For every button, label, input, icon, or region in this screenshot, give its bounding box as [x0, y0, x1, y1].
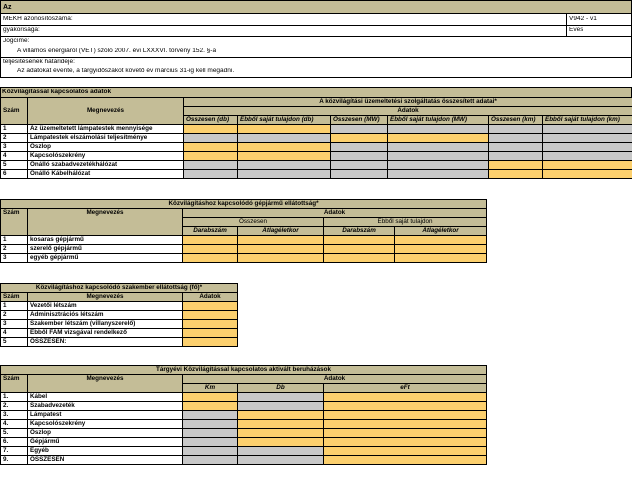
section4-megnevezes-header: Megnevezés [28, 375, 183, 384]
row-number: 1 [1, 302, 28, 311]
table-row [1, 125, 632, 134]
section1-col-header: Összesen (MW) [331, 116, 388, 125]
row-number: 6. [1, 438, 28, 447]
disabled-cell [388, 161, 489, 170]
input-cell[interactable] [543, 161, 632, 170]
input-cell[interactable] [238, 236, 324, 245]
input-cell[interactable] [238, 438, 324, 447]
section4-col-header: eFt [324, 384, 487, 393]
form-title: Az [3, 4, 12, 11]
input-cell[interactable] [324, 254, 395, 263]
input-cell[interactable] [324, 438, 487, 447]
row-label: Lámpatestek elszámolási teljesítménye [28, 134, 184, 143]
input-cell[interactable] [324, 236, 395, 245]
input-cell[interactable] [183, 338, 238, 347]
row-label: Oszlop [28, 429, 183, 438]
input-cell[interactable] [238, 152, 331, 161]
disabled-cell [183, 456, 238, 465]
disabled-cell [543, 125, 632, 134]
section2-group-total: Összesen [183, 218, 324, 227]
input-cell[interactable] [388, 134, 489, 143]
row-label: kosaras gépjármű [28, 236, 183, 245]
section1-szam-header: Szám [1, 107, 28, 116]
legal-basis-text: A villamos energiáról (VET) szóló 2007. évi LXXXVI. törvény 152. §-a [17, 48, 217, 54]
row-number: 3 [1, 254, 28, 263]
input-cell[interactable] [183, 393, 238, 402]
section1-col-header: Ebből saját tulajdon (km) [543, 116, 632, 125]
input-cell[interactable] [238, 245, 324, 254]
disabled-cell [543, 143, 632, 152]
disabled-cell [183, 429, 238, 438]
frequency-label: gyakorisága: [3, 27, 40, 33]
input-cell[interactable] [395, 245, 487, 254]
mekh-id-value: V942 - v1 [569, 16, 597, 22]
input-cell[interactable] [395, 254, 487, 263]
input-cell[interactable] [543, 170, 632, 179]
row-label: Kapcsolószekrény [28, 152, 184, 161]
section1-table [0, 97, 632, 179]
section4-col-header: Db [238, 384, 324, 393]
row-label: Önálló szabadvezetékhálózat [28, 161, 184, 170]
row-label: egyéb gépjármű [28, 254, 183, 263]
row-number: 3 [1, 143, 28, 152]
input-cell[interactable] [238, 429, 324, 438]
row-number: 2 [1, 245, 28, 254]
table-row [1, 411, 487, 420]
section1-title: Közvilágítással kapcsolatos adatok [2, 89, 112, 95]
section2-szam-header: Szám [1, 209, 28, 218]
input-cell[interactable] [395, 236, 487, 245]
table-row [1, 420, 487, 429]
table-row [1, 429, 487, 438]
deadline-label: teljesítésének határideje: [3, 59, 75, 65]
disabled-cell [183, 420, 238, 429]
table-row [1, 447, 487, 456]
section2-col-header: Átlagéletkor [238, 227, 324, 236]
input-cell[interactable] [489, 170, 543, 179]
disabled-cell [543, 152, 632, 161]
table-row [1, 161, 632, 170]
input-cell[interactable] [183, 236, 238, 245]
section3-title: Közvilágításhoz kapcsolódó szakember ellátottság (fő)* [1, 284, 238, 293]
row-label: szerelő gépjármű [28, 245, 183, 254]
deadline-text: Az adatokat évente, a tárgyidőszakot követő év március 31-ig kell megadni. [17, 68, 235, 74]
disabled-cell [331, 143, 388, 152]
section1-col-header: Összesen (db) [184, 116, 238, 125]
form-header [0, 0, 632, 78]
section3-megnevezes-header: Megnevezés [28, 293, 183, 302]
section4-table [0, 365, 487, 465]
input-cell[interactable] [238, 143, 331, 152]
row-number: 4. [1, 420, 28, 429]
section3-adatok-header: Adatok [183, 293, 238, 302]
section3-table [0, 283, 238, 347]
row-number: 5 [1, 338, 28, 347]
section2-table [0, 199, 487, 263]
row-number: 2 [1, 134, 28, 143]
row-label: ÖSSZESEN [28, 456, 183, 465]
row-number: 3. [1, 411, 28, 420]
row-number: 1 [1, 125, 28, 134]
row-label: ÖSSZESEN: [28, 338, 183, 347]
input-cell[interactable] [183, 245, 238, 254]
legal-basis-label: Jogcíme: [3, 38, 30, 44]
input-cell[interactable] [238, 420, 324, 429]
section4-title: Tárgyévi Közvilágítással kapcsolatos aktivált beruházások [1, 366, 487, 375]
disabled-cell [388, 143, 489, 152]
table-row [1, 320, 238, 329]
section1-col-header: Összesen (km) [489, 116, 543, 125]
disabled-cell [238, 393, 324, 402]
disabled-cell [238, 402, 324, 411]
disabled-cell [184, 134, 238, 143]
section4-adatok-header: Adatok [183, 375, 487, 384]
form-title-bar [1, 1, 631, 14]
disabled-cell [331, 161, 388, 170]
table-row [1, 302, 238, 311]
table-row [1, 456, 487, 465]
row-label: Egyéb [28, 447, 183, 456]
table-row [1, 245, 487, 254]
input-cell[interactable] [183, 311, 238, 320]
row-number: 2 [1, 311, 28, 320]
input-cell[interactable] [489, 161, 543, 170]
section1-col-header: Ebből saját tulajdon (db) [238, 116, 331, 125]
input-cell[interactable] [324, 402, 487, 411]
table-row [1, 311, 238, 320]
input-cell[interactable] [238, 254, 324, 263]
input-cell[interactable] [324, 429, 487, 438]
row-number: 4 [1, 329, 28, 338]
row-label: Kapcsolószekrény [28, 420, 183, 429]
row-label: Kábel [28, 393, 183, 402]
table-row [1, 134, 632, 143]
input-cell[interactable] [183, 402, 238, 411]
row-label: Adminisztrációs létszám [28, 311, 183, 320]
row-number: 2. [1, 402, 28, 411]
row-number: 4 [1, 152, 28, 161]
row-label: Szakember létszám (villanyszerelő) [28, 320, 183, 329]
section2-adatok-header: Adatok [183, 209, 487, 218]
disabled-cell [183, 438, 238, 447]
input-cell[interactable] [324, 393, 487, 402]
row-label: Gépjármű [28, 438, 183, 447]
row-label: Lámpatest [28, 411, 183, 420]
row-number: 1. [1, 393, 28, 402]
section1-adatok-header: Adatok [184, 107, 632, 116]
disabled-cell [543, 134, 632, 143]
input-cell[interactable] [324, 245, 395, 254]
row-label: Önálló Kábelhálózat [28, 170, 184, 179]
input-cell[interactable] [331, 134, 388, 143]
disabled-cell [489, 125, 543, 134]
input-cell[interactable] [184, 152, 238, 161]
disabled-cell [238, 447, 324, 456]
disabled-cell [388, 152, 489, 161]
row-label: Oszlop [28, 143, 184, 152]
row-number: 5 [1, 161, 28, 170]
disabled-cell [489, 143, 543, 152]
table-row [1, 393, 487, 402]
input-cell[interactable] [324, 411, 487, 420]
table-row [1, 329, 238, 338]
disabled-cell [388, 170, 489, 179]
section1-subtitle: A közvilágítási üzemeltetési szolgáltatás összesített adatai* [184, 98, 632, 107]
input-cell[interactable] [238, 125, 331, 134]
table-row [1, 236, 487, 245]
disabled-cell [184, 161, 238, 170]
disabled-cell [238, 170, 331, 179]
table-row [1, 402, 487, 411]
disabled-cell [238, 134, 331, 143]
disabled-cell [184, 170, 238, 179]
section2-group-own: Ebből saját tulajdon [324, 218, 487, 227]
input-cell[interactable] [183, 302, 238, 311]
table-row [1, 438, 487, 447]
table-row [1, 143, 632, 152]
input-cell[interactable] [183, 254, 238, 263]
input-cell[interactable] [238, 411, 324, 420]
table-row [1, 152, 632, 161]
input-cell[interactable] [183, 329, 238, 338]
disabled-cell [489, 152, 543, 161]
row-number: 5. [1, 429, 28, 438]
disabled-cell [331, 152, 388, 161]
section1-col-header: Ebből saját tulajdon (MW) [388, 116, 489, 125]
row-number: 9. [1, 456, 28, 465]
disabled-cell [331, 170, 388, 179]
input-cell[interactable] [183, 320, 238, 329]
input-cell[interactable] [324, 420, 487, 429]
disabled-cell [183, 411, 238, 420]
input-cell[interactable] [184, 125, 238, 134]
row-number: 3 [1, 320, 28, 329]
mekh-id-label: MEKH azonosítószáma: [3, 16, 73, 22]
input-cell[interactable] [324, 456, 487, 465]
section4-col-header: Km [183, 384, 238, 393]
row-label: Vezetői létszám [28, 302, 183, 311]
disabled-cell [183, 447, 238, 456]
section2-col-header: Darabszám [324, 227, 395, 236]
section3-szam-header: Szám [1, 293, 28, 302]
row-label: Az üzemeltetett lámpatestek mennyisége [28, 125, 184, 134]
section2-col-header: Átlagéletkor [395, 227, 487, 236]
disabled-cell [388, 125, 489, 134]
disabled-cell [238, 456, 324, 465]
row-number: 6 [1, 170, 28, 179]
section1-megnevezes-header: Megnevezés [28, 107, 184, 116]
section2-title: Közvilágításhoz kapcsolódó gépjármű ellátottság* [1, 200, 487, 209]
row-label: Szabadvezeték [28, 402, 183, 411]
table-row [1, 170, 632, 179]
row-label: Ebből FAM vizsgával rendelkező [28, 329, 183, 338]
table-row [1, 254, 487, 263]
table-row [1, 338, 238, 347]
section4-szam-header: Szám [1, 375, 28, 384]
section2-megnevezes-header: Megnevezés [28, 209, 183, 218]
input-cell[interactable] [324, 447, 487, 456]
section2-col-header: Darabszám [183, 227, 238, 236]
frequency-value: Éves [569, 27, 584, 33]
disabled-cell [238, 161, 331, 170]
disabled-cell [331, 125, 388, 134]
input-cell[interactable] [184, 143, 238, 152]
row-number: 7. [1, 447, 28, 456]
disabled-cell [489, 134, 543, 143]
row-number: 1 [1, 236, 28, 245]
